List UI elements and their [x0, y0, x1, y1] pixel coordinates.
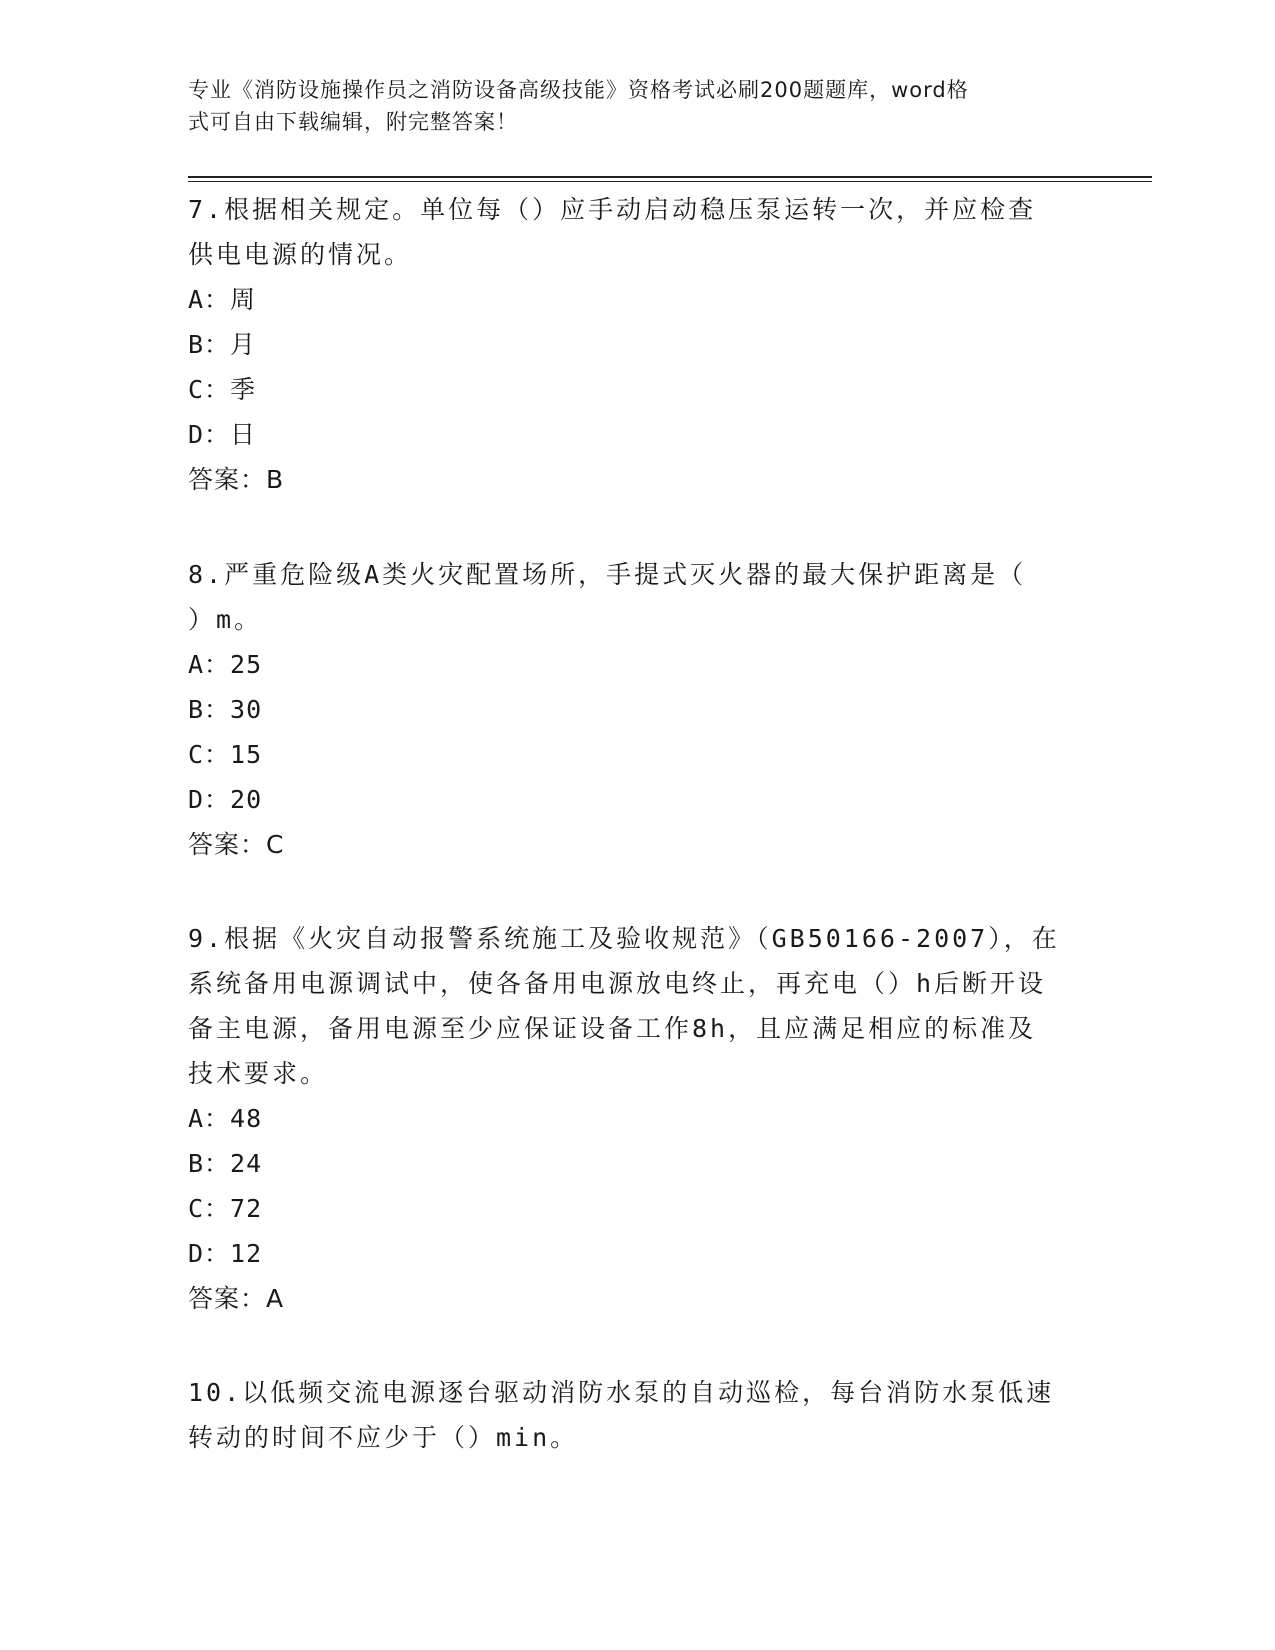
question-stem-line: 转动的时间不应少于（）min。 — [188, 1423, 579, 1452]
question-stem-line: ）m。 — [188, 605, 263, 634]
header-divider-thick — [188, 176, 1152, 178]
question-stem-line: 10.以低频交流电源逐台驱动消防水泵的自动巡检，每台消防水泵低速 — [188, 1378, 1055, 1407]
question-stem-line: 7.根据相关规定。单位每（）应手动启动稳压泵运转一次，并应检查 — [188, 195, 1037, 224]
document-header — [188, 74, 1068, 138]
question-10 — [188, 1370, 1088, 1460]
option-a: A：48 — [188, 1104, 263, 1133]
option-b: B：24 — [188, 1149, 263, 1178]
question-stem-line: 系统备用电源调试中，使各备用电源放电终止，再充电（）h后断开设 — [188, 969, 1047, 998]
header-line-2: 式可自由下载编辑，附完整答案！ — [188, 110, 518, 134]
question-stem-line: 供电电源的情况。 — [188, 240, 413, 269]
option-b: B：30 — [188, 695, 263, 724]
answer-label: 答案：B — [188, 465, 285, 494]
question-stem-line: 8.严重危险级A类火灾配置场所，手提式灭火器的最大保护距离是（ — [188, 560, 1027, 589]
option-b: B：月 — [188, 330, 257, 359]
question-7 — [188, 187, 1088, 502]
question-stem-line: 备主电源，备用电源至少应保证设备工作8h，且应满足相应的标准及 — [188, 1014, 1037, 1043]
option-a: A：25 — [188, 650, 263, 679]
option-c: C：季 — [188, 375, 257, 404]
option-d: D：12 — [188, 1239, 263, 1268]
question-8 — [188, 552, 1088, 867]
option-c: C：72 — [188, 1194, 263, 1223]
question-9 — [188, 916, 1088, 1321]
question-stem-line: 9.根据《火灾自动报警系统施工及验收规范》（GB50166-2007），在 — [188, 924, 1060, 953]
option-c: C：15 — [188, 740, 263, 769]
option-d: D：日 — [188, 420, 257, 449]
header-line-1: 专业《消防设施操作员之消防设备高级技能》资格考试必刷200题题库，word格 — [188, 78, 969, 102]
answer-label: 答案：A — [188, 1284, 285, 1313]
question-stem-line: 技术要求。 — [188, 1059, 329, 1088]
option-a: A：周 — [188, 285, 257, 314]
option-d: D：20 — [188, 785, 263, 814]
header-divider-thin — [188, 181, 1152, 182]
answer-label: 答案：C — [188, 830, 285, 859]
